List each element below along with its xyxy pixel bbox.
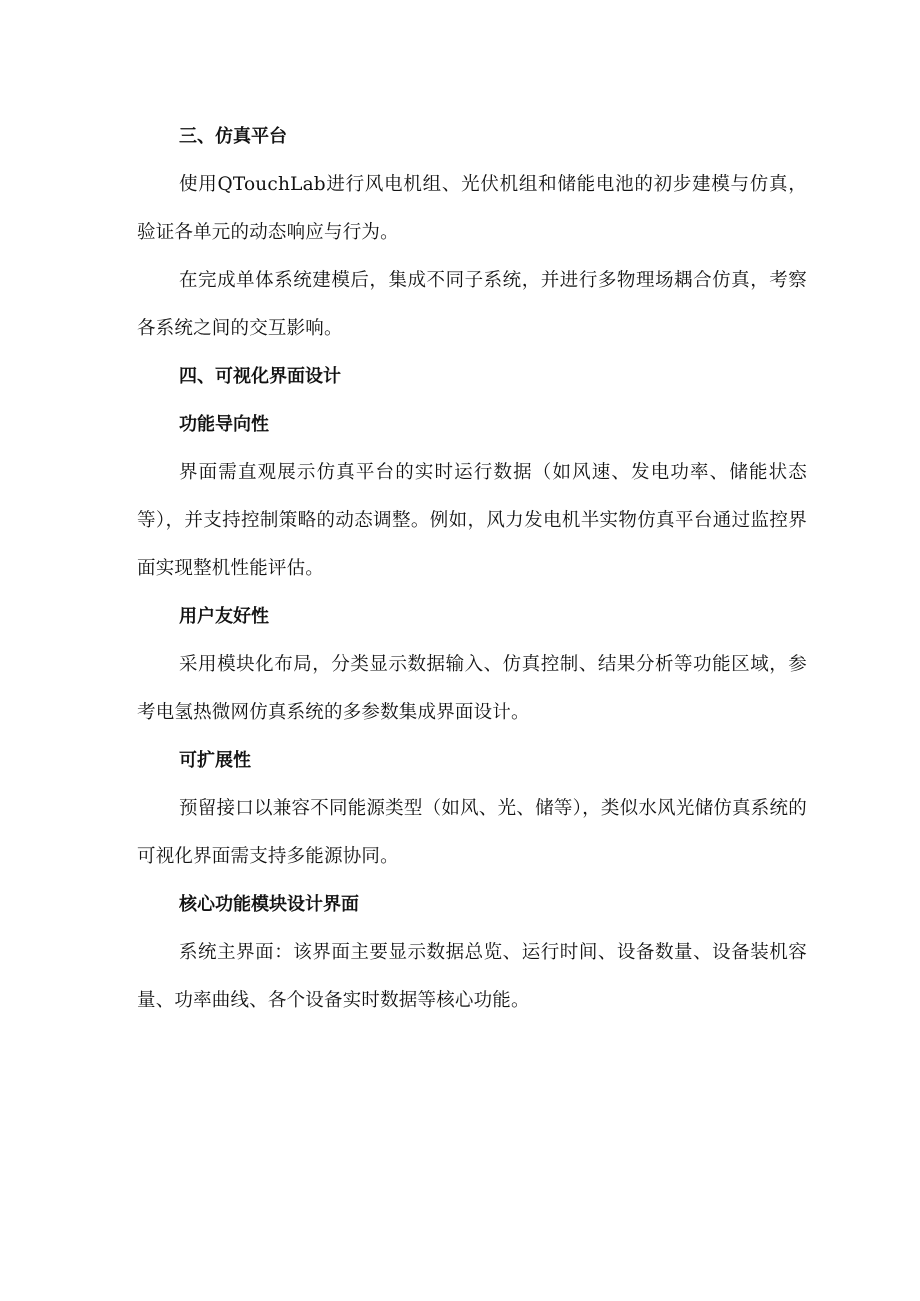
paragraph-user-friendly: 采用模块化布局，分类显示数据输入、仿真控制、结果分析等功能区域，参考电氢热微网仿真系统的多参数集成界面设计。 — [137, 654, 807, 723]
section-heading-simulation-platform: 三、仿真平台 — [179, 126, 287, 147]
section-heading-visual-interface: 四、可视化界面设计 — [179, 366, 341, 387]
subheading-user-friendly: 用户友好性 — [179, 606, 269, 627]
subheading-function-oriented: 功能导向性 — [179, 414, 269, 435]
paragraph-extensibility: 预留接口以兼容不同能源类型（如风、光、储等），类似水风光储仿真系统的可视化界面需支持多能源协同。 — [137, 798, 807, 867]
paragraph-modeling: 使用QTouchLab进行风电机组、光伏机组和储能电池的初步建模与仿真，验证各单元的动态响应与行为。 — [137, 174, 807, 243]
paragraph-coupling-simulation: 在完成单体系统建模后，集成不同子系统，并进行多物理场耦合仿真，考察各系统之间的交互影响。 — [137, 270, 807, 339]
paragraph-function-oriented: 界面需直观展示仿真平台的实时运行数据（如风速、发电功率、储能状态等），并支持控制策略的动态调整。例如，风力发电机半实物仿真平台通过监控界面实现整机性能评估。 — [137, 462, 807, 579]
subheading-extensibility: 可扩展性 — [179, 750, 251, 771]
paragraph-core-modules: 系统主界面：该界面主要显示数据总览、运行时间、设备数量、设备装机容量、功率曲线、各个设备实时数据等核心功能。 — [137, 942, 807, 1011]
document-body — [137, 113, 807, 1025]
subheading-core-modules: 核心功能模块设计界面 — [179, 894, 359, 915]
